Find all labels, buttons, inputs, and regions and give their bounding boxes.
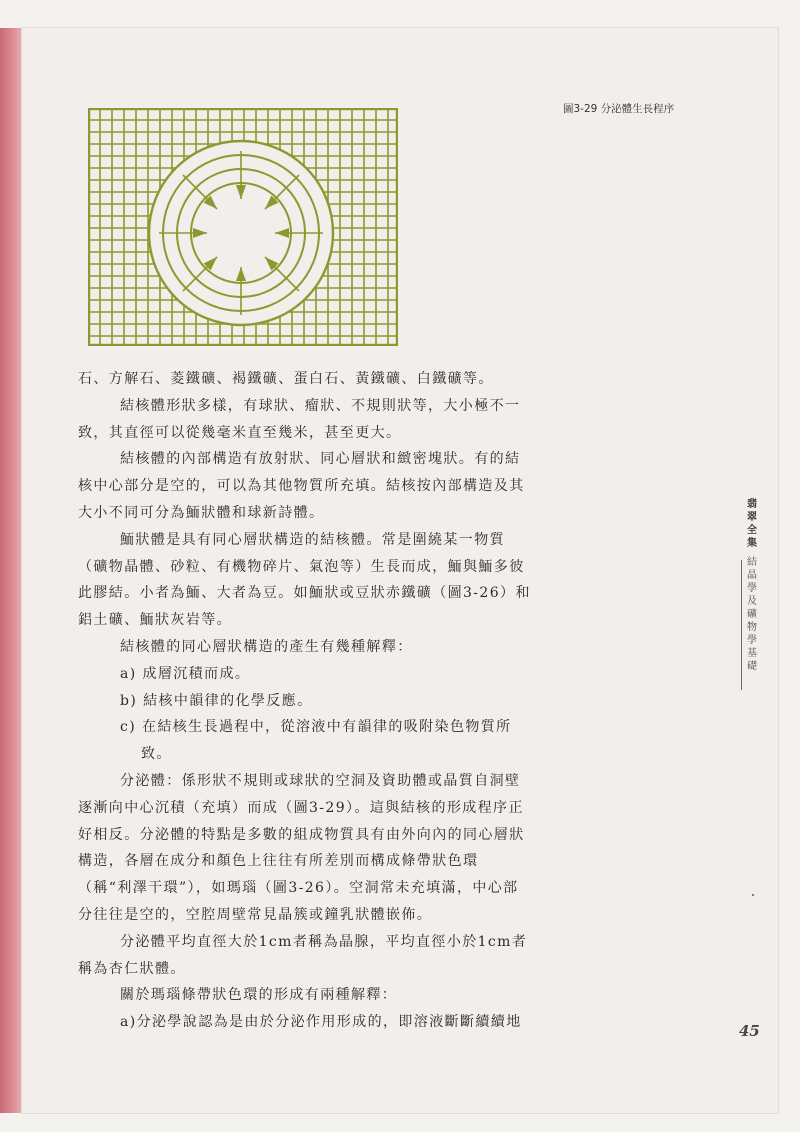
- paragraph: 石、方解石、菱鐵礦、褐鐵礦、蛋白石、黃鐵礦、白鐵礦等。: [78, 371, 494, 387]
- page-mark: [752, 894, 754, 896]
- paragraph: 鮞狀體是具有同心層狀構造的結核體。常是圍繞某一物質（礦物晶體、砂粒、有機物碎片、氣泡等）生長而成，鮞與鮞多彼此膠結。小者為鮞、大者為豆。如鮞狀或豆狀赤鐵礦（圖3-26）和鋁土礦、鮞狀灰岩等。: [78, 531, 531, 629]
- paragraph: a) 成層沉積而成。: [120, 665, 251, 682]
- paragraph: 結核體的內部構造有放射狀、同心層狀和緻密塊狀。有的結核中心部分是空的，可以為其他物質所充填。結核按內部構造及其大小不同可分為鮞狀體和球新詩體。: [78, 451, 525, 521]
- side-tab-series: 翡翠全集: [747, 499, 757, 549]
- paragraph: 分泌體平均直徑大於1cm者稱為晶腺，平均直徑小於1cm者稱為杏仁狀體。: [78, 933, 528, 977]
- paragraph: a)分泌學說認為是由於分泌作用形成的，即溶液斷斷續續地: [120, 1014, 522, 1031]
- side-tab-subject: 結晶學及礦物學基礎: [747, 557, 757, 672]
- figure-caption: 圖3-29 分泌體生長程序: [563, 103, 675, 115]
- page-number: 45: [739, 1022, 760, 1040]
- paragraph: 結核體的同心層狀構造的產生有幾種解釋：: [120, 638, 413, 655]
- paragraph: c) 在結核生長過程中，從溶液中有韻律的吸附染色物質所: [120, 719, 512, 736]
- paragraph: 關於瑪瑙條帶狀色環的形成有兩種解釋：: [120, 987, 398, 1004]
- paragraph: 致。: [141, 746, 172, 763]
- secretion-growth-diagram: [88, 108, 398, 346]
- paragraph: b) 結核中韻律的化學反應。: [120, 692, 313, 709]
- side-tab: [744, 498, 760, 673]
- paragraph: 分泌體：係形狀不規則或球狀的空洞及資助體或晶質自洞壁逐漸向中心沉積（充填）而成（圖3-29）。這與結核的形成程序正好相反。分泌體的特點是多數的組成物質具有由外向內的同心層狀構造，各層在成分和顏色上往往有所差別而構成條帶狀色環（稱“利澤干環”），如瑪瑙（圖3-26）。空洞常未充填滿，中心部分往往是空的，空腔周壁常見晶簇或鐘乳狀體嵌佈。: [78, 772, 525, 923]
- side-tab-rule: [741, 560, 742, 690]
- body-text: [78, 366, 533, 1036]
- book-spine-edge: [0, 28, 22, 1113]
- paragraph: 結核體形狀多樣，有球狀、瘤狀、不規則狀等，大小極不一致，其直徑可以從幾毫米直至幾米，甚至更大。: [78, 397, 521, 441]
